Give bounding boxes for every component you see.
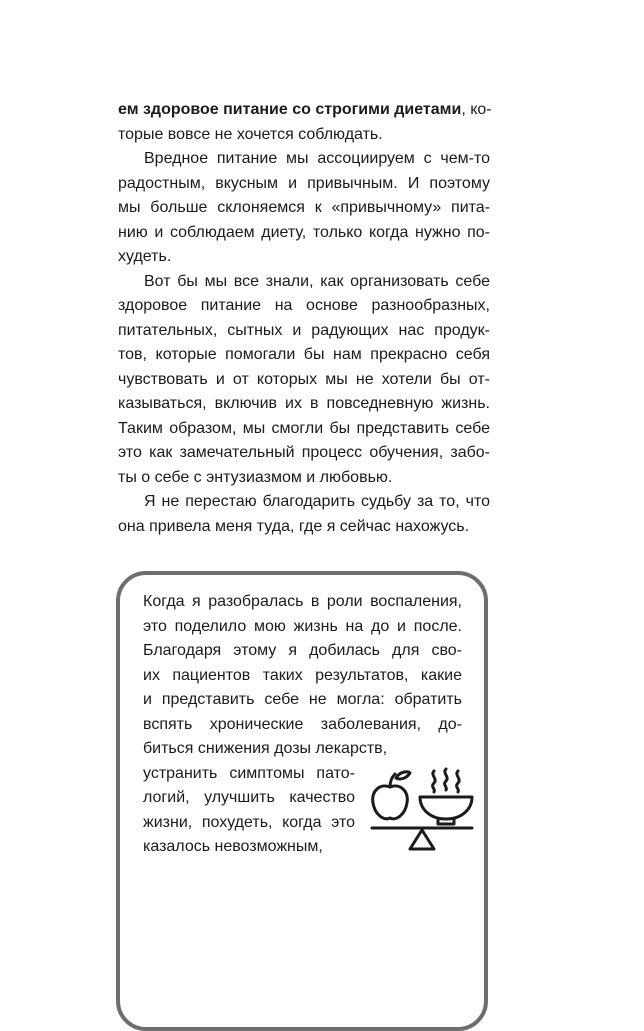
text-line: Таким образом, мы смогли бы представить себе — [118, 419, 490, 437]
callout-line: это поделило мою жизнь на до и после. — [143, 617, 462, 635]
callout-line: логий, улучшить качество — [143, 789, 355, 806]
text-line: нию и соблюдаем диету, только когда нужно по- — [118, 223, 490, 241]
callout-line: устранить симптомы пато- — [143, 764, 355, 782]
callout-line: их пациентов таких результатов, какие — [143, 666, 462, 684]
main-text — [118, 98, 490, 539]
paragraph-start: Вредное питание мы ассоциируем с чем-то — [144, 150, 490, 167]
text-line: худеть. — [118, 248, 172, 265]
text-line: казываться, включив их в повседневную жизнь. — [118, 395, 490, 412]
text-line: здоровое питание на основе разнообразных, — [118, 297, 490, 314]
text-line: питательных, сытных и радующих нас продук- — [118, 321, 490, 339]
callout-line: Когда я разобралась в роли воспаления, — [143, 593, 462, 610]
text-line: ем здоровое питание со строгими диетами, ко- — [118, 101, 492, 118]
callout-line: казалось невозможным, — [143, 838, 323, 855]
callout-line: биться снижения дозы лекарств, — [143, 740, 388, 757]
text-line: ты о себе с энтузиазмом и любовью. — [118, 468, 393, 486]
callout-line: и представить себе не могла: обратить — [143, 691, 462, 708]
callout-line: Благодаря этому я добилась для сво- — [143, 642, 462, 659]
text-line: торые вовсе не хочется соблюдать. — [118, 125, 383, 143]
text-line: это как замечательный процесс обучения, забо- — [118, 444, 490, 461]
apple-and-bowl-on-scale-icon — [366, 765, 476, 855]
callout-line: жизни, похудеть, когда это — [143, 813, 355, 831]
text-line: радостным, вкусным и привычным. И поэтому — [118, 174, 490, 192]
text-line: мы больше склоняемся к «привычному» пита- — [118, 199, 490, 216]
paragraph-start: Вот бы мы все знали, как организовать себе — [144, 272, 490, 290]
text-line: она привела меня туда, где я сейчас нахожусь. — [118, 517, 470, 535]
text-line: тов, которые помогали бы нам прекрасно себя — [118, 346, 490, 363]
text-line: чувствовать и от которых мы не хотели бы от- — [118, 370, 490, 388]
paragraph-start: Я не перестаю благодарить судьбу за то, что — [144, 493, 490, 510]
callout-line: вспять хронические заболевания, до- — [143, 715, 462, 733]
